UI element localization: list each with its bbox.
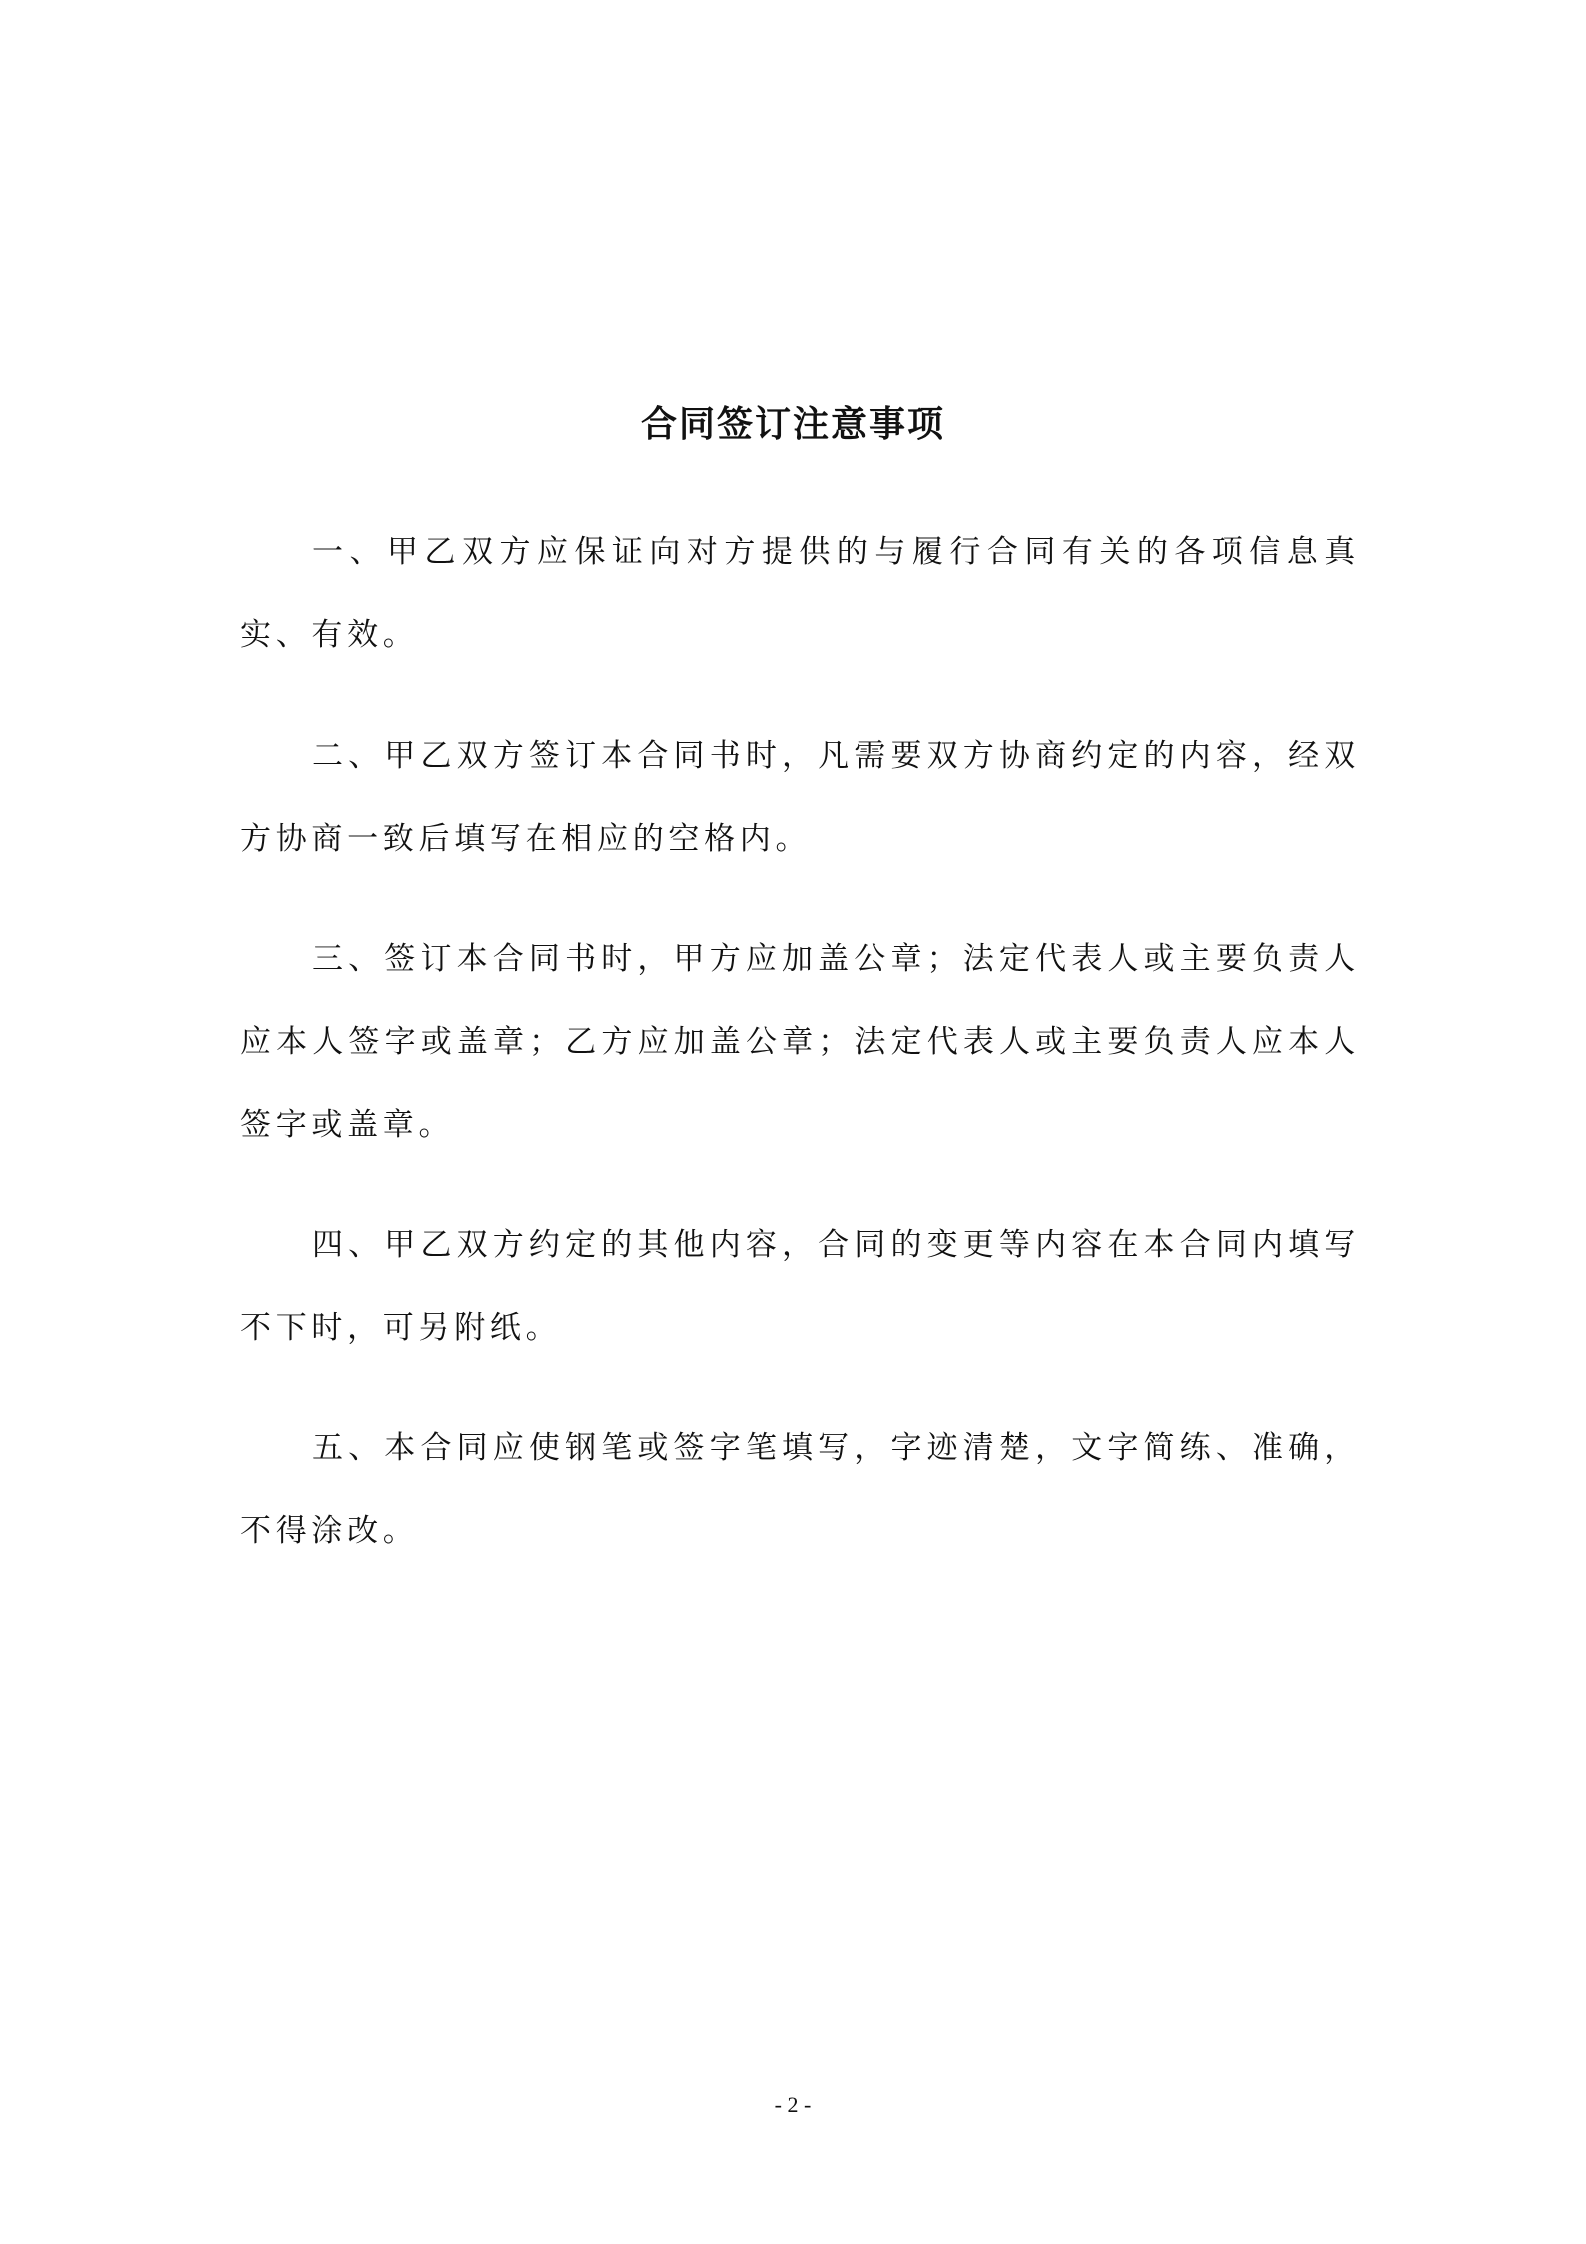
- clause-item: 二、甲乙双方签订本合同书时，凡需要双方协商约定的内容，经双方协商一致后填写在相应的空格内。: [240, 738, 1360, 857]
- clause-item: 一、甲乙双方应保证向对方提供的与履行合同有关的各项信息真实、有效。: [240, 534, 1360, 653]
- page-number: - 2 -: [774, 2092, 812, 2117]
- page-title: 合同签订注意事项: [640, 404, 945, 445]
- clause-item: 三、签订本合同书时，甲方应加盖公章；法定代表人或主要负责人应本人签字或盖章；乙方应加盖公章；法定代表人或主要负责人应本人签字或盖章。: [240, 941, 1360, 1143]
- clause-item: 五、本合同应使钢笔或签字笔填写，字迹清楚，文字简练、准确，不得涂改。: [240, 1430, 1360, 1549]
- clause-item: 四、甲乙双方约定的其他内容，合同的变更等内容在本合同内填写不下时，可另附纸。: [240, 1227, 1360, 1346]
